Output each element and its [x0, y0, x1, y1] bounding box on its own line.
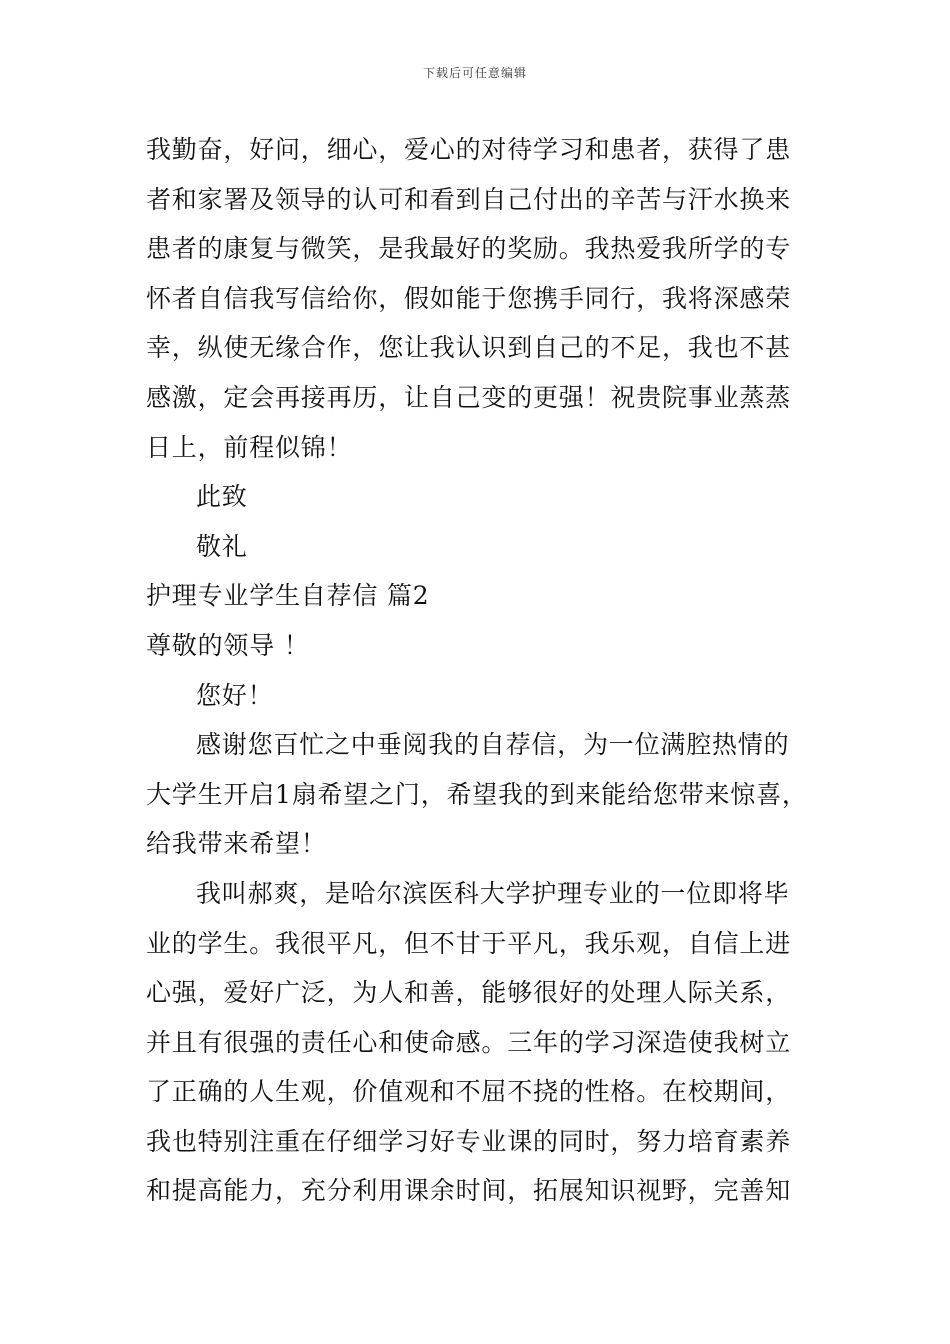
text-line: 感谢您百忙之中垂阅我的自荐信，为一位满腔热情的 [196, 730, 790, 760]
page-header: 下载后可任意编辑 [422, 66, 527, 80]
text-line: 给我带来希望！ [146, 829, 327, 859]
document-body [146, 125, 806, 1216]
section-title: 护理专业学生自荐信 篇2 [146, 581, 430, 611]
text-line: 业的学生。我很平凡，但不甘于平凡，我乐观，自信上进 [146, 928, 792, 958]
text-line: 了正确的人生观，价值观和不屈不挠的性格。在校期间， [146, 1077, 792, 1107]
letter-salutation: 尊敬的领导 ！ [146, 630, 310, 660]
text-line: 和提高能力，充分利用课余时间，拓展知识视野，完善知 [146, 1176, 792, 1206]
text-line: 心强，爱好广泛，为人和善，能够很好的处理人际关系， [146, 978, 792, 1008]
text-line: 怀者自信我写信给你，假如能于您携手同行，我将深感荣 [146, 283, 792, 313]
text-line: 感激，定会再接再历，让自己变的更强！祝贵院事业蒸蒸 [146, 382, 792, 412]
text-line: 大学生开启1扇希望之门，希望我的到来能给您带来惊喜， [146, 779, 808, 809]
text-line: 我勤奋，好问，细心，爱心的对待学习和患者，获得了患 [146, 135, 792, 164]
greeting: 您好！ [196, 680, 274, 710]
text-line: 日上，前程似锦！ [146, 432, 353, 462]
text-line: 我也特别注重在仔细学习好专业课的同时，努力培育素养 [146, 1126, 792, 1156]
text-line: 并且有很强的责任心和使命感。三年的学习深造使我树立 [146, 1027, 792, 1057]
closing-salutation: 此致 [196, 482, 248, 512]
closing-respect: 敬礼 [196, 531, 248, 561]
text-line: 我叫郝爽，是哈尔滨医科大学护理专业的一位即将毕 [196, 878, 790, 908]
text-line: 幸，纵使无缘合作，您让我认识到自己的不足，我也不甚 [146, 333, 792, 363]
text-line: 患者的康复与微笑，是我最好的奖励。我热爱我所学的专 [146, 234, 792, 264]
text-line: 者和家署及领导的认可和看到自己付出的辛苦与汗水换来 [146, 184, 792, 214]
